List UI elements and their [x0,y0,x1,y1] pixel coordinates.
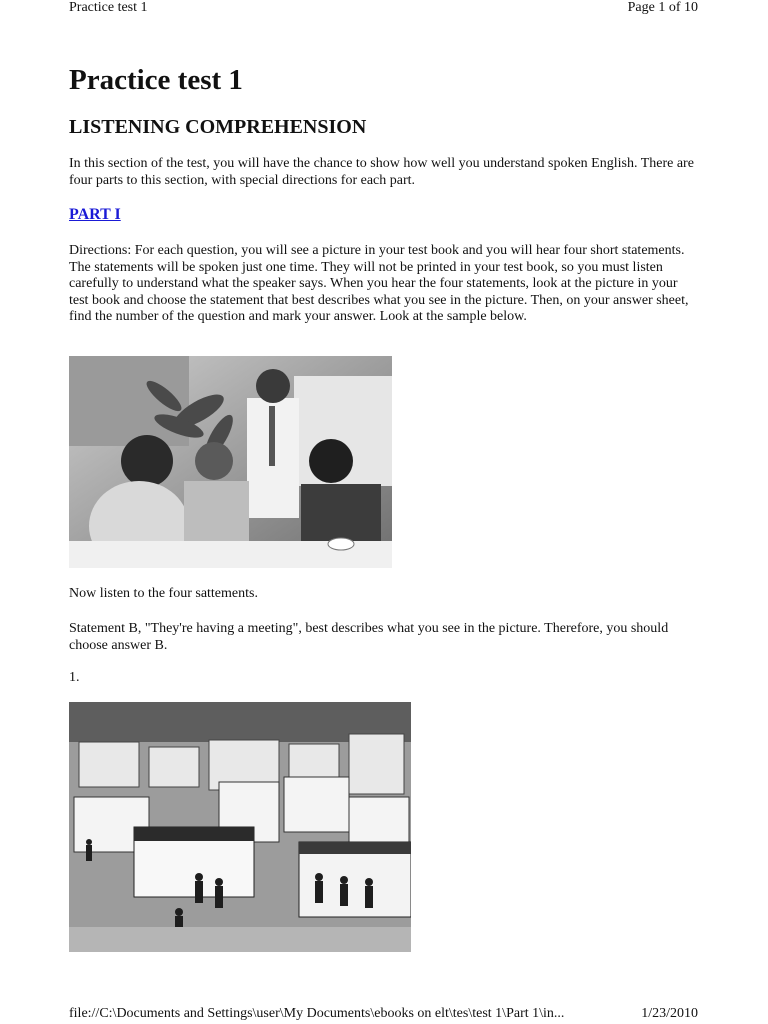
question-number: 1. [69,670,80,685]
footer-file-path: file://C:\Documents and Settings\user\My Documents\ebooks on elt\tes\test 1\Part 1\in... [69,1006,565,1021]
intro-paragraph: In this section of the test, you will have the chance to show how well you understand spoken English. There are four parts to this section, with special directions for each part. [69,156,694,188]
directions-paragraph: Directions: For each question, you will see a picture in your test book and you will hear four short statements. The statements will be spoken just one time. They will not be printed in your test book, so you must listen carefully to understand what the speaker says. When you hear the four statements, look at the picture in your test book and choose the statement that best describes what you see in the picture. Then, on your answer sheet, find the number of the question and mark your answer. Look at the sample below. [69,243,689,324]
answer-explanation: Statement B, "They're having a meeting", best describes what you see in the picture. Therefore, you should choose answer B. [69,621,669,653]
part-one-link[interactable]: PART I [69,206,121,223]
header-title: Practice test 1 [69,0,148,15]
section-title: LISTENING COMPREHENSION [69,116,367,138]
page-title: Practice test 1 [69,64,243,96]
instruction-text: Now listen to the four sattements. [69,586,258,601]
header-page-number: Page 1 of 10 [627,0,698,15]
question-one-photo [69,702,411,952]
sample-meeting-photo [69,356,392,568]
footer-date: 1/23/2010 [641,1006,698,1021]
